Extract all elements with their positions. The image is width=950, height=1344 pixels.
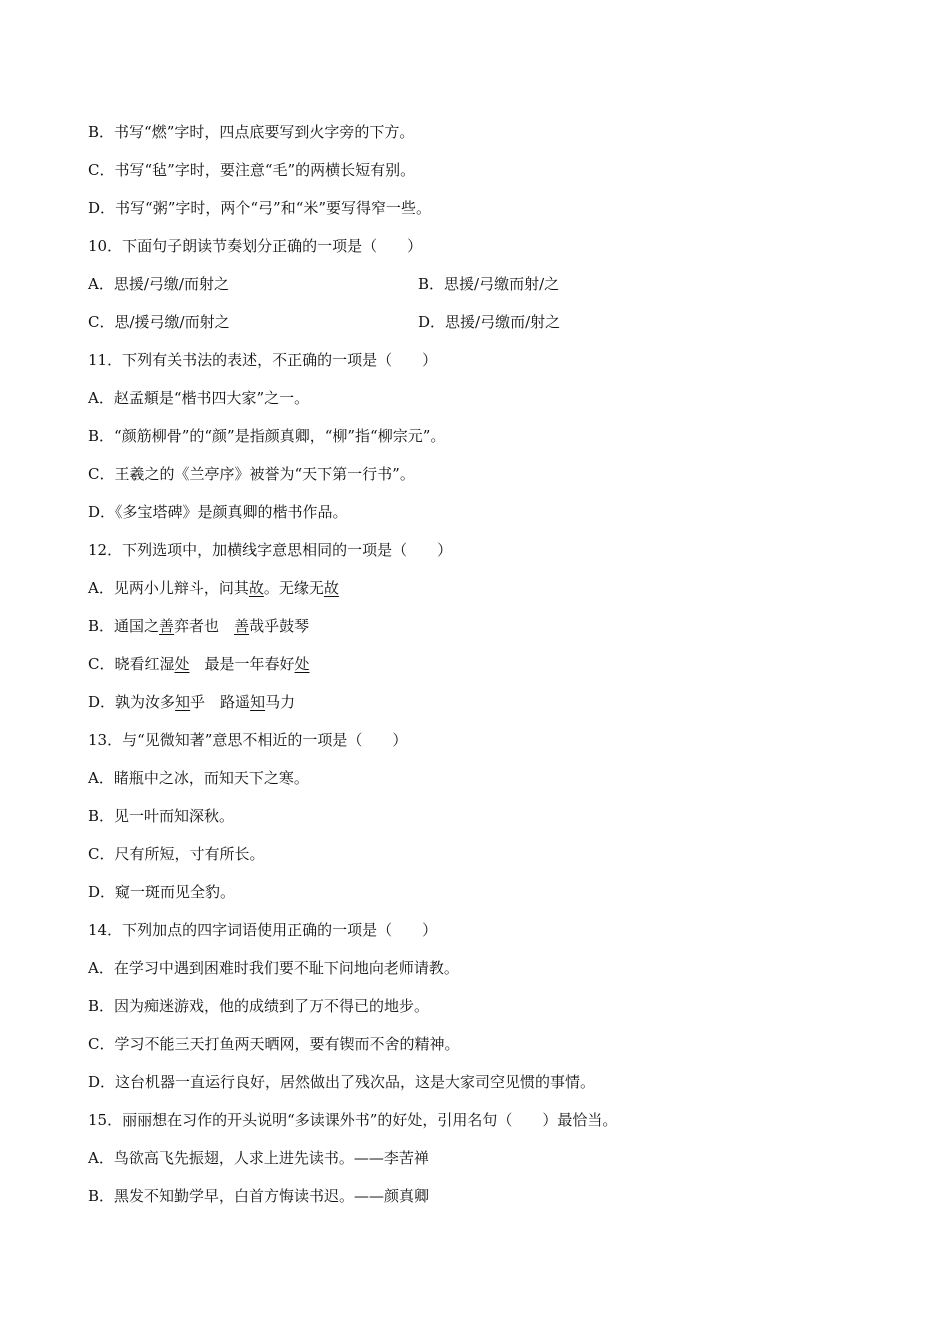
- q13-option-c: C．尺有所短，寸有所长。: [88, 845, 265, 863]
- underlined-char: 故: [323, 579, 339, 597]
- q10-option-b: B．思援/弓缴而射/之: [418, 275, 560, 293]
- q14-option-a: A．在学习中遇到困难时我们要不耻下问地向老师请教。: [88, 959, 459, 977]
- q12-option-c: C．晓看红湿处 最是一年春好处: [88, 655, 310, 673]
- underlined-char: 善: [159, 617, 175, 635]
- underlined-char: 知: [250, 693, 266, 711]
- q14-option-d: D．这台机器一直运行良好，居然做出了残次品，这是大家司空见惯的事情。: [88, 1073, 596, 1091]
- q12-option-b: B．通国之善弈者也 善哉乎鼓琴: [88, 617, 310, 635]
- underlined-char: 处: [174, 655, 190, 673]
- q10-option-d: D．思援/弓缴而/射之: [418, 313, 561, 331]
- q15-stem: 15．丽丽想在习作的开头说明“多读课外书”的好处，引用名句（ ）最恰当。: [88, 1111, 618, 1129]
- q10-stem: 10．下面句子朗读节奏划分正确的一项是（ ）: [88, 237, 423, 255]
- q11-option-d: D．《多宝塔碑》是颜真卿的楷书作品。: [88, 503, 348, 521]
- q9-option-c: C．书写“毡”字时，要注意“毛”的两横长短有别。: [88, 161, 416, 179]
- q13-option-b: B．见一叶而知深秋。: [88, 807, 235, 825]
- q14-stem: 14．下列加点的四字词语使用正确的一项是（ ）: [88, 921, 438, 939]
- q13-stem: 13．与“见微知著”意思不相近的一项是（ ）: [88, 731, 408, 749]
- q12-option-d: D．孰为汝多知乎 路遥知马力: [88, 693, 296, 711]
- q10-option-a: A．思援/弓缴/而射之: [88, 275, 229, 293]
- underlined-char: 善: [234, 617, 250, 635]
- q13-option-d: D．窥一斑而见全豹。: [88, 883, 236, 901]
- q11-stem: 11．下列有关书法的表述，不正确的一项是（ ）: [88, 351, 438, 369]
- q9-option-b: B．书写“燃”字时，四点底要写到火字旁的下方。: [88, 123, 415, 141]
- q14-option-c: C．学习不能三天打鱼两天晒网，要有锲而不舍的精神。: [88, 1035, 460, 1053]
- underlined-char: 故: [248, 579, 264, 597]
- q13-option-a: A．睹瓶中之冰，而知天下之寒。: [88, 769, 309, 787]
- underlined-char: 处: [294, 655, 310, 673]
- q11-option-a: A．赵孟頫是“楷书四大家”之一。: [88, 389, 310, 407]
- q9-option-d: D．书写“粥”字时，两个“弓”和“米”要写得窄一些。: [88, 199, 432, 217]
- q15-option-b: B．黑发不知勤学早，白首方悔读书迟。——颜真卿: [88, 1187, 430, 1205]
- q15-option-a: A．鸟欲高飞先振翅，人求上进先读书。——李苦禅: [88, 1149, 429, 1167]
- q11-option-b: B．“颜筋柳骨”的“颜”是指颜真卿，“柳”指“柳宗元”。: [88, 427, 446, 445]
- q10-option-c: C．思/援弓缴/而射之: [88, 313, 230, 331]
- q12-stem: 12．下列选项中，加横线字意思相同的一项是（ ）: [88, 541, 453, 559]
- q14-option-b: B．因为痴迷游戏，他的成绩到了万不得已的地步。: [88, 997, 430, 1015]
- underlined-char: 知: [175, 693, 191, 711]
- q12-option-a: A．见两小儿辩斗，问其故。无缘无故: [88, 579, 339, 597]
- q11-option-c: C．王羲之的《兰亭序》被誉为“天下第一行书”。: [88, 465, 415, 483]
